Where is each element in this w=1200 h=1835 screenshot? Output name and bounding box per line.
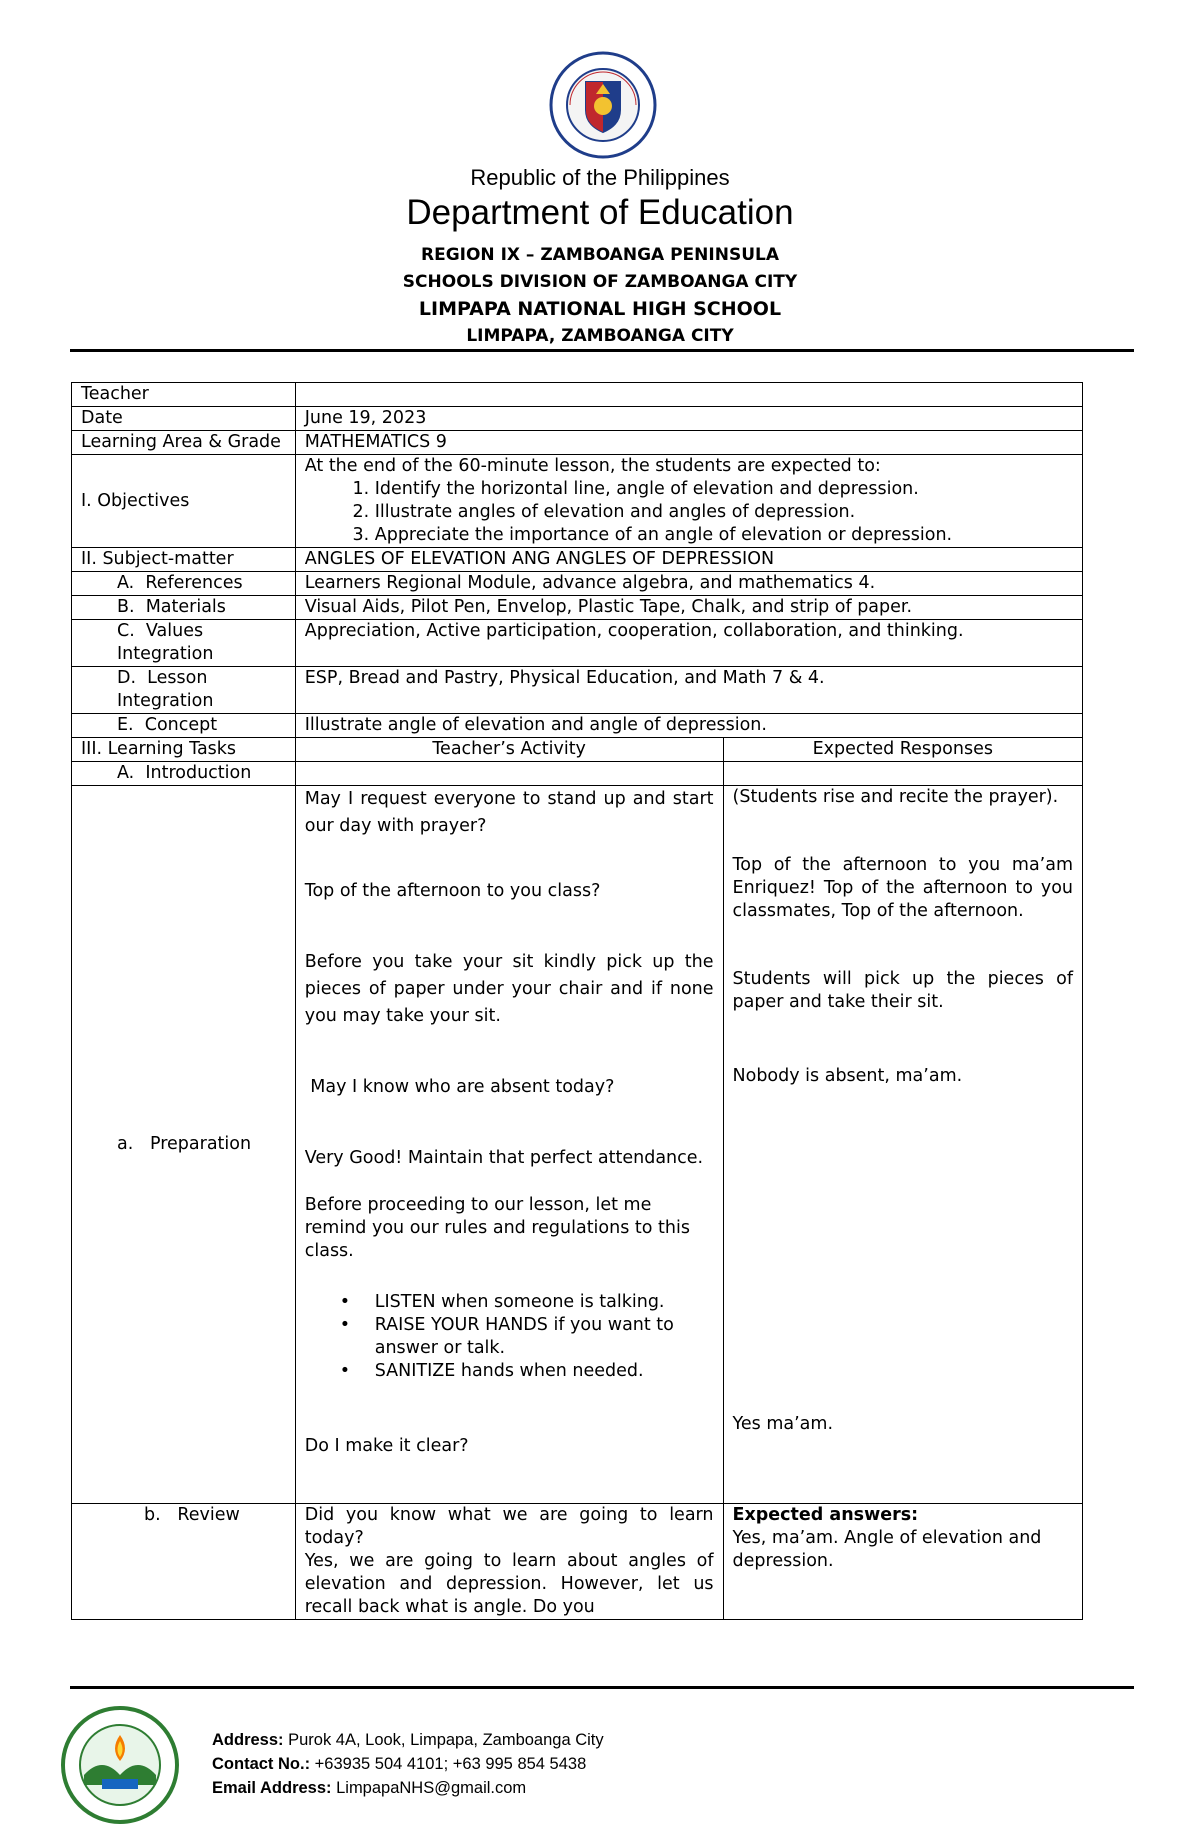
- header-divider: [70, 349, 1134, 352]
- lesson-value: ESP, Bread and Pastry, Physical Education, and Math 7 & 4.: [295, 667, 1082, 714]
- review-label: b. Review: [72, 1504, 296, 1620]
- email-value: LimpapaNHS@gmail.com: [331, 1779, 527, 1797]
- review-expected-title: Expected answers:: [732, 1505, 919, 1525]
- table-row: [72, 383, 1083, 407]
- objectives-cell: [295, 455, 1082, 548]
- preparation-teacher-cell: [295, 786, 723, 1504]
- objectives-intro: At the end of the 60-minute lesson, the students are expected to:: [304, 456, 881, 476]
- table-row: [72, 620, 1083, 667]
- preparation-expected-cell: [723, 786, 1082, 1504]
- values-value: Appreciation, Active participation, cooperation, collaboration, and thinking.: [295, 620, 1082, 667]
- prep-teacher-line: May I know who are absent today?: [304, 1077, 615, 1097]
- table-row: [72, 667, 1083, 714]
- prep-expected-line: Yes ma’am.: [732, 1414, 834, 1434]
- review-expected-line: Yes, ma’am. Angle of elevation and depression.: [732, 1528, 1042, 1571]
- references-value: Learners Regional Module, advance algebra, and mathematics 4.: [295, 572, 1082, 596]
- address-label: Address:: [212, 1731, 284, 1749]
- review-teacher-cell: [295, 1504, 723, 1620]
- materials-label: B. Materials: [72, 596, 296, 620]
- prep-teacher-line: Before you take your sit kindly pick up the pieces of paper under your chair and if none you may take your sit.: [304, 952, 714, 1026]
- prep-expected-line: Students will pick up the pieces of paper and take their sit.: [732, 969, 1073, 1012]
- references-label: A. References: [72, 572, 296, 596]
- introduction-label: A. Introduction: [72, 762, 296, 786]
- lesson-plan-table: [71, 382, 1083, 1620]
- prep-teacher-line: Top of the afternoon to you class?: [304, 881, 601, 901]
- region-heading: REGION IX – ZAMBOANGA PENINSULA: [420, 245, 779, 265]
- table-row: [72, 548, 1083, 572]
- location-heading: LIMPAPA, ZAMBOANGA CITY: [466, 326, 734, 346]
- prep-teacher-line: Very Good! Maintain that perfect attendance.: [304, 1148, 704, 1168]
- subject-label: II. Subject-matter: [72, 548, 296, 572]
- prep-teacher-line: Before proceeding to our lesson, let me remind you our rules and regulations to this class.: [304, 1195, 690, 1261]
- email-label: Email Address:: [212, 1779, 332, 1797]
- table-row: [72, 1504, 1083, 1620]
- school-heading: LIMPAPA NATIONAL HIGH SCHOOL: [418, 298, 782, 320]
- deped-seal: [548, 50, 658, 160]
- footer-address: [212, 1731, 604, 1750]
- address-value: Purok 4A, Look, Limpapa, Zamboanga City: [283, 1731, 604, 1749]
- subject-value: ANGLES OF ELEVATION ANG ANGLES OF DEPRESSION: [295, 548, 1082, 572]
- prep-teacher-line: Do I make it clear?: [304, 1436, 469, 1456]
- review-expected-cell: [723, 1504, 1082, 1620]
- department-heading: Department of Education: [406, 193, 794, 232]
- introduction-teacher-cell: [295, 762, 723, 786]
- list-item: 3. Appreciate the importance of an angle of elevation or depression.: [375, 524, 1073, 547]
- date-value: June 19, 2023: [295, 407, 1082, 431]
- materials-value: Visual Aids, Pilot Pen, Envelop, Plastic Tape, Chalk, and strip of paper.: [295, 596, 1082, 620]
- values-label-text: C. Values Integration: [117, 621, 214, 664]
- footer-contact: [212, 1755, 586, 1774]
- table-row: [72, 455, 1083, 548]
- prep-expected-line: Nobody is absent, ma’am.: [732, 1066, 963, 1086]
- tasks-label: III. Learning Tasks: [72, 738, 296, 762]
- list-item: 1. Identify the horizontal line, angle of elevation and depression.: [375, 478, 1073, 501]
- introduction-expected-cell: [723, 762, 1082, 786]
- review-teacher-line: Yes, we are going to learn about angles of elevation and depression. However, let us recall back what is angle. Do you: [304, 1551, 714, 1617]
- list-item: • SANITIZE hands when needed.: [375, 1360, 714, 1383]
- teacher-label: Teacher: [72, 383, 296, 407]
- footer-email: [212, 1779, 526, 1798]
- contact-label: Contact No.:: [212, 1755, 311, 1773]
- area-value: MATHEMATICS 9: [295, 431, 1082, 455]
- expected-responses-header: Expected Responses: [723, 738, 1082, 762]
- prep-expected-line: (Students rise and recite the prayer).: [732, 787, 1059, 807]
- lesson-label: [72, 667, 296, 714]
- school-logo: [60, 1705, 180, 1825]
- table-row: [72, 786, 1083, 1504]
- date-label: Date: [72, 407, 296, 431]
- concept-value: Illustrate angle of elevation and angle of depression.: [295, 714, 1082, 738]
- table-row: [72, 714, 1083, 738]
- review-teacher-line: Did you know what we are going to learn today?: [304, 1505, 714, 1548]
- table-row: [72, 738, 1083, 762]
- footer-divider: [70, 1686, 1134, 1689]
- area-label: Learning Area & Grade: [72, 431, 296, 455]
- list-item: • RAISE YOUR HANDS if you want to answer or talk.: [375, 1314, 714, 1360]
- lesson-label-text: D. Lesson Integration: [117, 668, 214, 711]
- preparation-label: a. Preparation: [72, 786, 296, 1504]
- table-row: [72, 431, 1083, 455]
- table-row: [72, 596, 1083, 620]
- division-heading: SCHOOLS DIVISION OF ZAMBOANGA CITY: [402, 272, 798, 292]
- republic-heading: Republic of the Philippines: [470, 165, 730, 190]
- teacher-activity-header: Teacher’s Activity: [295, 738, 723, 762]
- values-label: [72, 620, 296, 667]
- objectives-label: I. Objectives: [72, 455, 296, 548]
- teacher-value: [295, 383, 1082, 407]
- list-item: • LISTEN when someone is talking.: [375, 1291, 714, 1314]
- prep-teacher-line: May I request everyone to stand up and start our day with prayer?: [304, 789, 714, 836]
- table-row: [72, 407, 1083, 431]
- list-item: 2. Illustrate angles of elevation and angles of depression.: [375, 501, 1073, 524]
- concept-label: E. Concept: [72, 714, 296, 738]
- table-row: [72, 572, 1083, 596]
- rules-list: [305, 1291, 714, 1383]
- table-row: [72, 762, 1083, 786]
- prep-expected-line: Top of the afternoon to you ma’am Enriquez! Top of the afternoon to you classmates, Top of the afternoon.: [732, 855, 1073, 921]
- objectives-list: [305, 478, 1073, 547]
- contact-value: +63935 504 4101; +63 995 854 5438: [310, 1755, 587, 1773]
